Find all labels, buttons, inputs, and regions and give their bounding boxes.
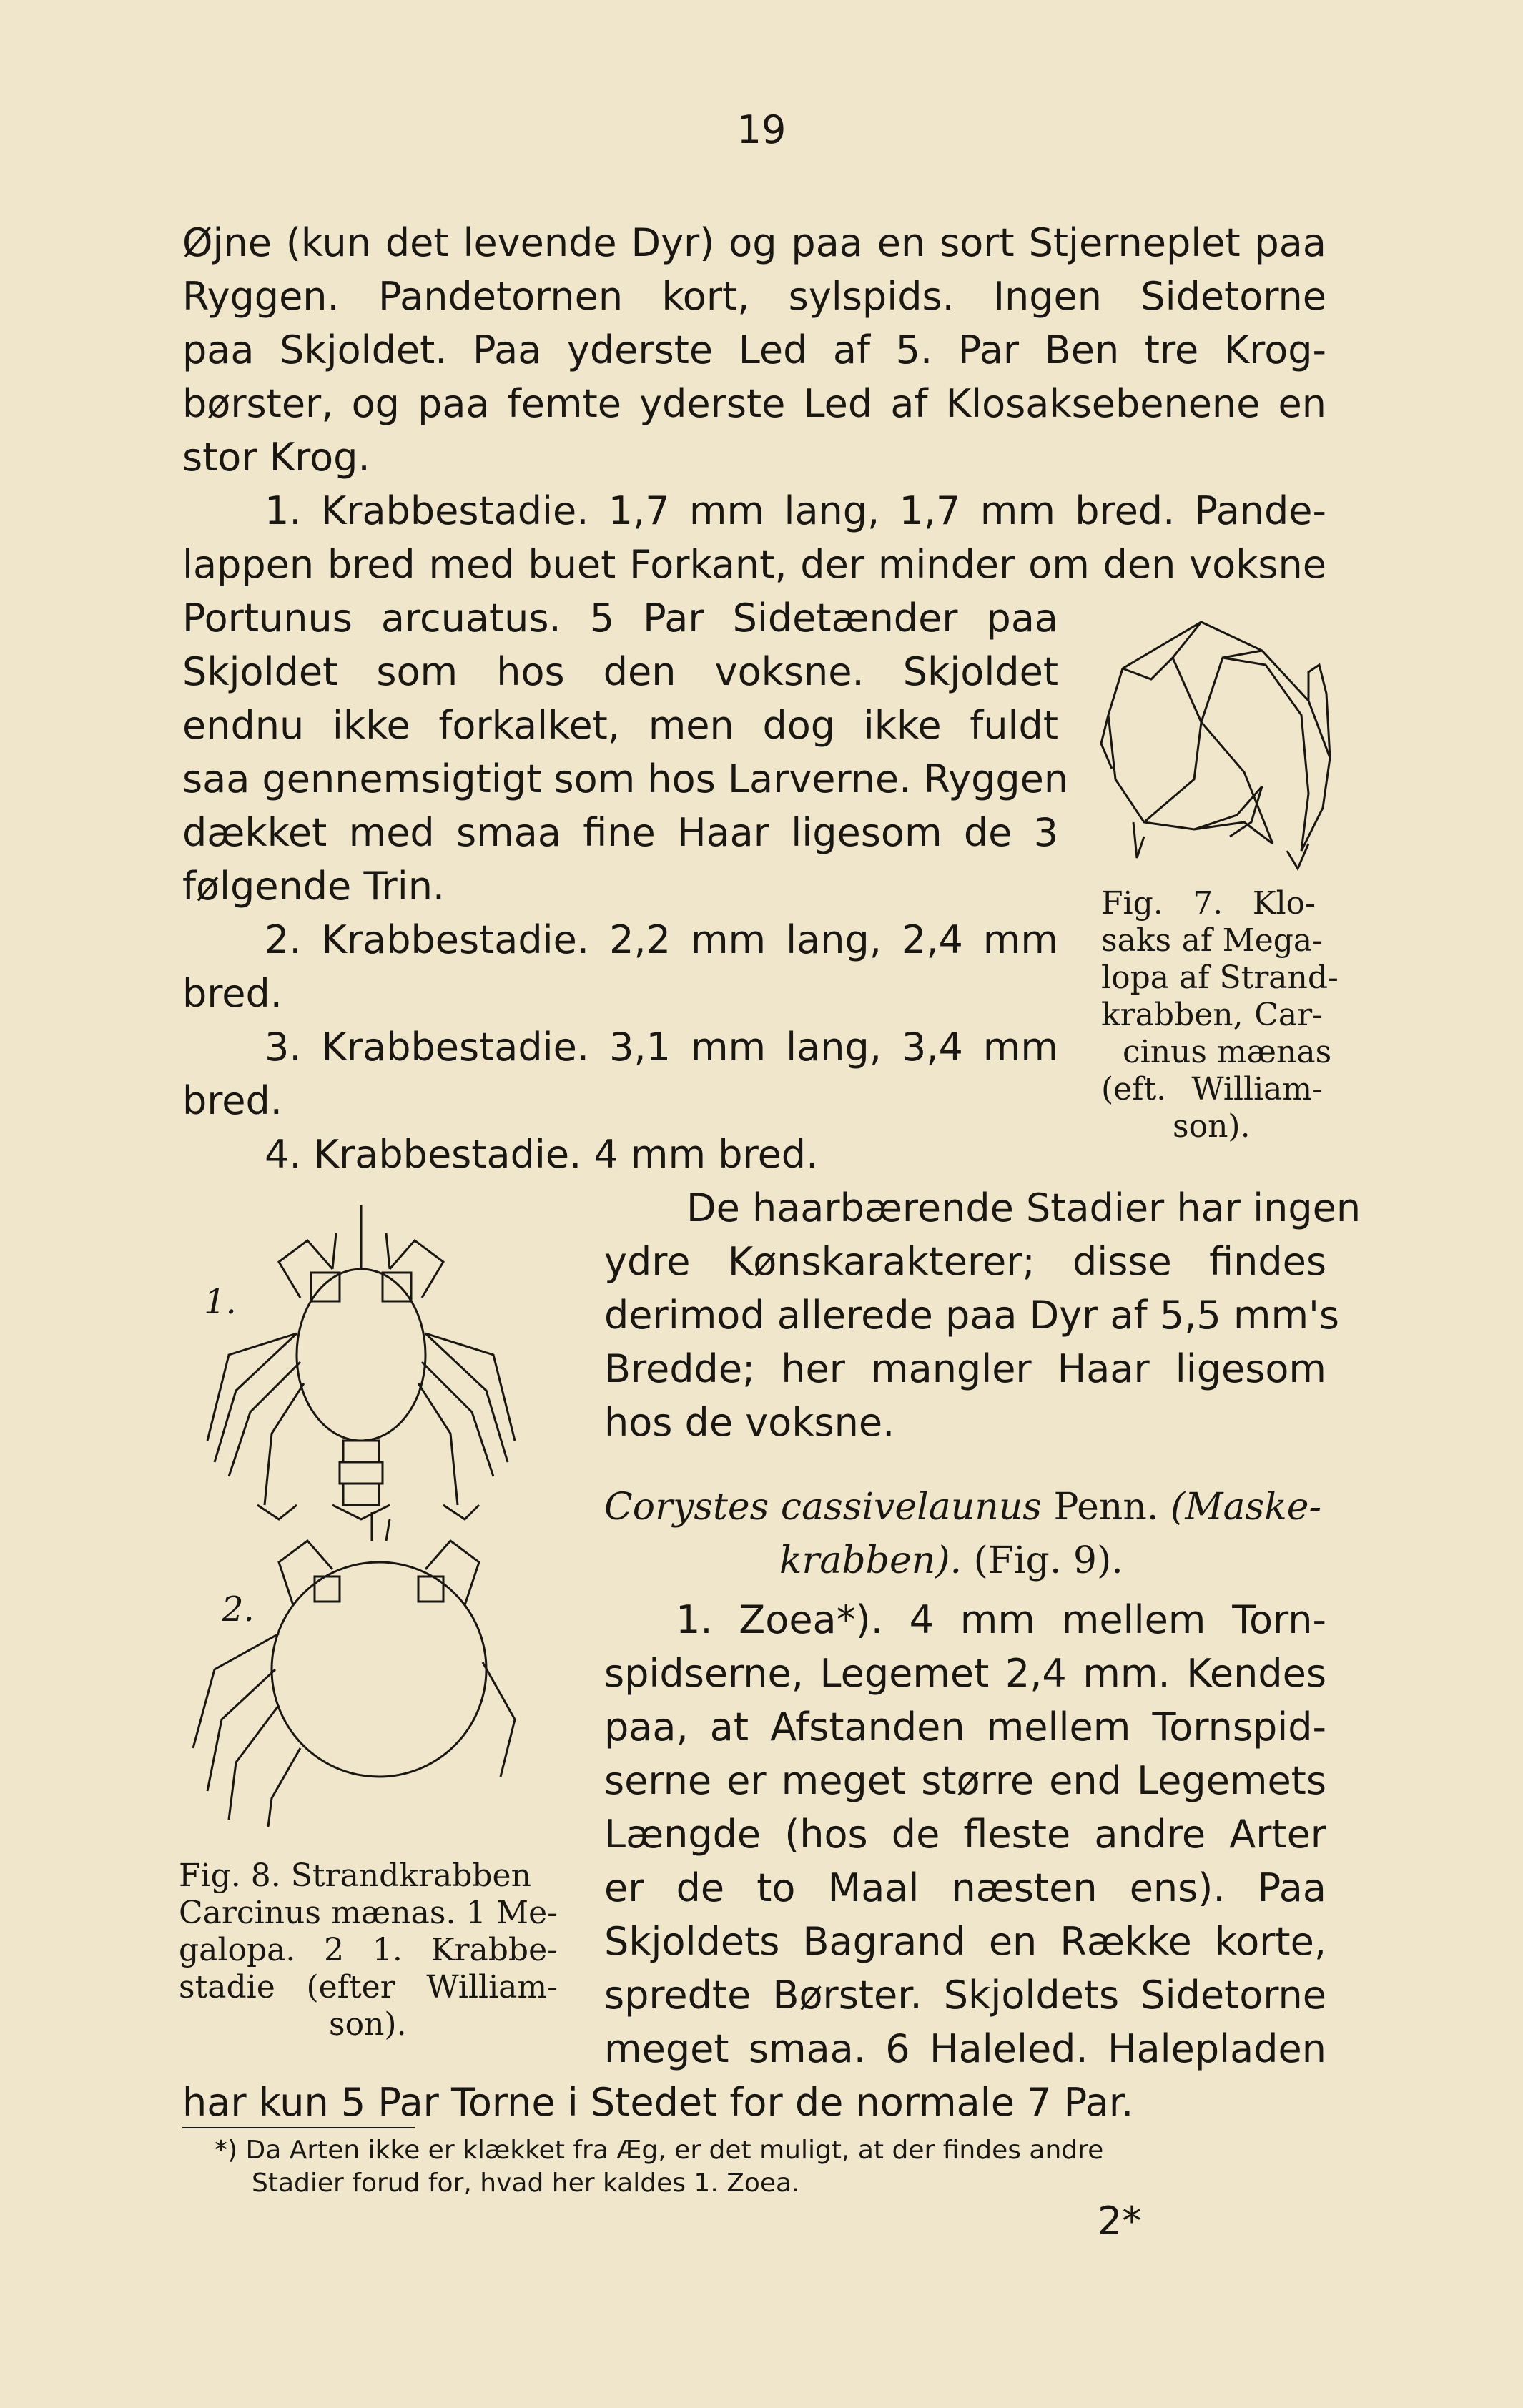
text-line: Ryggen. Pandetornen kort, sylspids. Ingen Sidetorne	[182, 274, 1326, 319]
text-line: børster, og paa femte yderste Led af Klosaksebenene en	[182, 381, 1326, 426]
text-line: De haarbærende Stadier har ingen	[686, 1185, 1361, 1230]
text-line: 1. Zoea*). 4 mm mellem Torn-	[676, 1597, 1326, 1642]
species-heading-cont	[779, 1534, 1123, 1588]
fig7-caption-line: son).	[1173, 1108, 1251, 1145]
fig8-caption-line: galopa. 2 1. Krabbe-	[179, 1932, 558, 1968]
text-line: Portunus arcuatus. 5 Par Sidetænder paa	[182, 596, 1058, 641]
fig7-caption-line: krabben, Car-	[1101, 997, 1323, 1033]
text-line: 4. Krabbestadie. 4 mm bred.	[265, 1132, 819, 1177]
fig7-caption-line: (eft. William-	[1101, 1071, 1323, 1107]
text-line: paa, at Afstanden mellem Tornspid-	[604, 1704, 1326, 1750]
fig8-caption-line: Fig. 8. Strandkrabben	[179, 1857, 531, 1894]
fig7-caption-line: lopa af Strand-	[1101, 959, 1339, 996]
text-line: bred.	[182, 1078, 282, 1123]
text-line: Skjoldets Bagrand en Række korte,	[604, 1919, 1326, 1964]
text-line: Skjoldet som hos den voksne. Skjoldet	[182, 649, 1058, 694]
text-line: har kun 5 Par Torne i Stedet for de normale 7 Par.	[182, 2080, 1134, 2125]
fig8-caption-line: son).	[329, 2006, 407, 2043]
fig-reference: (Fig. 9).	[973, 1539, 1123, 1582]
text-line: hos de voksne.	[604, 1400, 895, 1445]
fig8-caption-line: stadie (efter William-	[179, 1969, 558, 2005]
text-line: følgende Trin.	[182, 864, 445, 909]
fig8-label: 1.	[204, 1282, 237, 1322]
text-line: ydre Kønskarakterer; disse findes	[604, 1239, 1326, 1284]
fig7-caption-line: Fig. 7. Klo-	[1101, 885, 1316, 922]
text-line: dækket med smaa fine Haar ligesom de 3	[182, 810, 1058, 855]
text-line: meget smaa. 6 Haleled. Halepladen	[604, 2026, 1326, 2071]
fig7-caption-line: cinus mænas	[1123, 1034, 1332, 1070]
page-number: 19	[736, 107, 787, 152]
text-line: Øjne (kun det levende Dyr) og paa en sort Stjerneplet paa	[182, 220, 1326, 265]
signature-mark: 2*	[1098, 2199, 1142, 2244]
fig7-claw-illustration	[1094, 615, 1341, 872]
text-line: 3. Krabbestadie. 3,1 mm lang, 3,4 mm	[265, 1025, 1058, 1070]
text-line: spidserne, Legemet 2,4 mm. Kendes	[604, 1651, 1326, 1696]
text-line: bred.	[182, 971, 282, 1016]
text-line: er de to Maal næsten ens). Paa	[604, 1865, 1326, 1910]
text-line: stor Krog.	[182, 435, 370, 480]
text-line: Bredde; her mangler Haar ligesom	[604, 1346, 1326, 1391]
footnote-line: *) Da Arten ikke er klækket fra Æg, er det muligt, at der findes andre	[215, 2136, 1104, 2165]
species-common-name: (Maske-	[1170, 1486, 1322, 1529]
text-line: paa Skjoldet. Paa yderste Led af 5. Par Ben tre Krog-	[182, 327, 1326, 372]
fig7-caption-line: saks af Mega-	[1101, 922, 1323, 959]
text-line: serne er meget større end Legemets	[604, 1758, 1326, 1803]
text-line: lappen bred med buet Forkant, der minder om den voksne	[182, 542, 1326, 587]
text-line: derimod allerede paa Dyr af 5,5 mm's	[604, 1293, 1340, 1338]
text-line: 1. Krabbestadie. 1,7 mm lang, 1,7 mm bred. Pande-	[265, 488, 1326, 533]
footnote-rule	[182, 2127, 415, 2128]
text-line: spredte Børster. Skjoldets Sidetorne	[604, 1973, 1326, 2018]
text-line: saa gennemsigtigt som hos Larverne. Ryggen	[182, 756, 1069, 801]
footnote-line: Stadier forud for, hvad her kaldes 1. Zoea.	[252, 2168, 800, 2198]
text-line: endnu ikke forkalket, men dog ikke fuldt	[182, 703, 1058, 748]
fig8-label: 2.	[222, 1589, 255, 1629]
text-line: 2. Krabbestadie. 2,2 mm lang, 2,4 mm	[265, 917, 1058, 962]
species-author: Penn.	[1053, 1486, 1159, 1529]
species-heading	[604, 1480, 1326, 1534]
species-name: Corystes cassivelaunus	[604, 1486, 1042, 1529]
species-common-name-cont: krabben).	[779, 1539, 962, 1582]
fig8-caption-line: Carcinus mænas. 1 Me-	[179, 1895, 558, 1931]
text-line: Længde (hos de fleste andre Arter	[604, 1812, 1326, 1857]
